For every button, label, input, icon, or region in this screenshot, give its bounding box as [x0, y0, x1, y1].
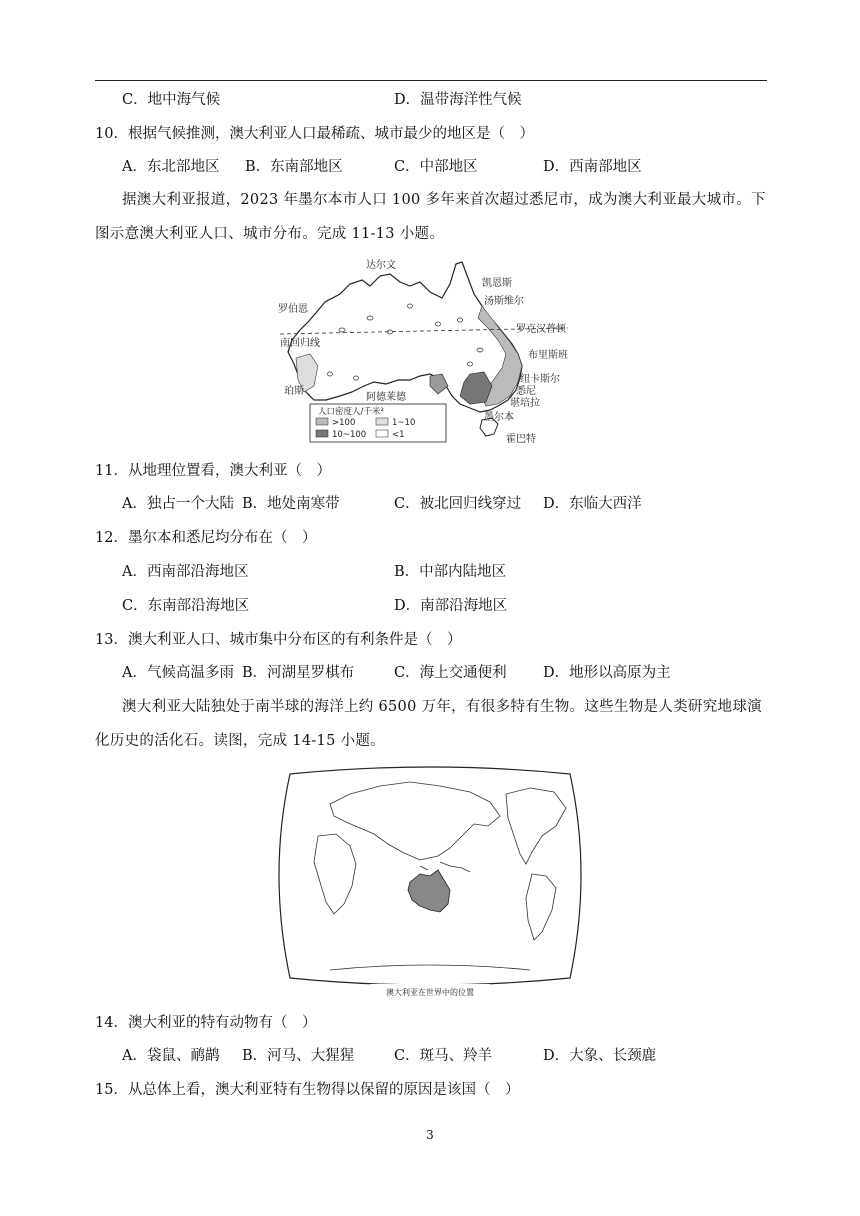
q12-option-b[interactable]: B．中部内陆地区: [394, 564, 507, 580]
q13-option-c[interactable]: C．海上交通便利: [394, 665, 507, 681]
q12-options-row2: [122, 596, 762, 616]
q11-stem: 11．从地理位置看，澳大利亚（ ）: [95, 463, 331, 479]
q14-option-a[interactable]: A．袋鼠、鸸鹋: [122, 1048, 220, 1064]
q11-option-b[interactable]: B．地处南寒带: [242, 496, 340, 512]
q10-option-b[interactable]: B．东南部地区: [245, 159, 343, 175]
city-newcastle: 纽卡斯尔: [520, 374, 560, 385]
city-canberra: 堪培拉: [510, 398, 540, 409]
q14-options: [122, 1046, 762, 1066]
city-sydney: 悉尼: [516, 386, 536, 397]
city-townsville: 汤斯维尔: [484, 296, 524, 307]
q11-option-d[interactable]: D．东临大西洋: [543, 496, 642, 512]
city-rockhampton: 罗克汉普顿: [516, 324, 566, 335]
world-map-caption: 澳大利亚在世界中的位置: [386, 988, 474, 997]
city-adelaide: 阿德莱德: [366, 392, 406, 403]
australia-population-map: [270, 254, 570, 448]
passage1-line2: 图示意澳大利亚人口、城市分布。完成 11-13 小题。: [95, 226, 445, 242]
city-melbourne: 墨尔本: [484, 412, 514, 423]
q10-option-a[interactable]: A．东北部地区: [122, 159, 220, 175]
legend-item-2: 1~10: [392, 418, 416, 428]
city-hobart: 霍巴特: [506, 434, 536, 445]
q10-stem: 10．根据气候推测，澳大利亚人口最稀疏、城市最少的地区是（ ）: [95, 126, 534, 142]
q10-option-d[interactable]: D．西南部地区: [543, 159, 642, 175]
passage1-line1: 据澳大利亚报道，2023 年墨尔本市人口 100 多年来首次超过悉尼市，成为澳大利亚最大城市。下: [122, 192, 766, 208]
city-perth: 珀斯: [284, 386, 304, 397]
page-number: 3: [426, 1128, 434, 1142]
q13-option-a[interactable]: A．气候高温多雨: [122, 665, 234, 681]
q13-options: [122, 663, 762, 683]
passage2-line2: 化历史的活化石。读图，完成 14-15 小题。: [95, 733, 385, 749]
legend-item-4: <1: [392, 430, 405, 440]
australia-map-svg: [270, 254, 570, 448]
q10-options: [122, 157, 762, 177]
q13-option-b[interactable]: B．河湖星罗棋布: [242, 665, 355, 681]
q13-stem: 13．澳大利亚人口、城市集中分布区的有利条件是（ ）: [95, 632, 462, 648]
world-map-svg: [270, 764, 590, 1002]
passage2-line1: 澳大利亚大陆独处于南半球的海洋上约 6500 万年，有很多特有生物。这些生物是人类研究地球演: [122, 699, 762, 715]
population-legend: [310, 404, 446, 442]
q12-option-a[interactable]: A．西南部沿海地区: [122, 564, 249, 580]
q12-option-c[interactable]: C．东南部沿海地区: [122, 598, 250, 614]
label-tropic: 南回归线: [280, 338, 320, 349]
q14-stem: 14．澳大利亚的特有动物有（ ）: [95, 1015, 317, 1031]
legend-item-3: 10~100: [332, 430, 367, 440]
city-brisbane: 布里斯班: [528, 350, 568, 361]
city-broome: 罗伯恩: [278, 304, 308, 315]
q12-stem: 12．墨尔本和悉尼均分布在（ ）: [95, 530, 317, 546]
q15-stem: 15．从总体上看，澳大利亚特有生物得以保留的原因是该国（ ）: [95, 1082, 520, 1098]
world-map-figure: [270, 764, 590, 1002]
q11-options: [122, 494, 762, 514]
header-rule: [95, 80, 767, 81]
city-darwin: 达尔文: [366, 260, 396, 271]
q9-option-d[interactable]: D．温带海洋性气候: [394, 92, 522, 108]
q14-option-b[interactable]: B．河马、大猩猩: [242, 1048, 355, 1064]
q10-option-c[interactable]: C．中部地区: [394, 159, 478, 175]
q12-option-d[interactable]: D．南部沿海地区: [394, 598, 508, 614]
legend-item-1: >100: [332, 418, 356, 428]
q13-option-d[interactable]: D．地形以高原为主: [543, 665, 671, 681]
q12-options-row1: [122, 562, 762, 582]
q11-option-a[interactable]: A．独占一个大陆: [122, 496, 234, 512]
q11-option-c[interactable]: C．被北回归线穿过: [394, 496, 522, 512]
q14-option-c[interactable]: C．斑马、羚羊: [394, 1048, 493, 1064]
q14-option-d[interactable]: D．大象、长颈鹿: [543, 1048, 657, 1064]
city-cairns: 凯恩斯: [482, 278, 512, 289]
q9-option-c[interactable]: C．地中海气候: [122, 92, 221, 108]
legend-title: 人口密度人/千米²: [318, 407, 384, 417]
q9-options: [122, 90, 762, 110]
